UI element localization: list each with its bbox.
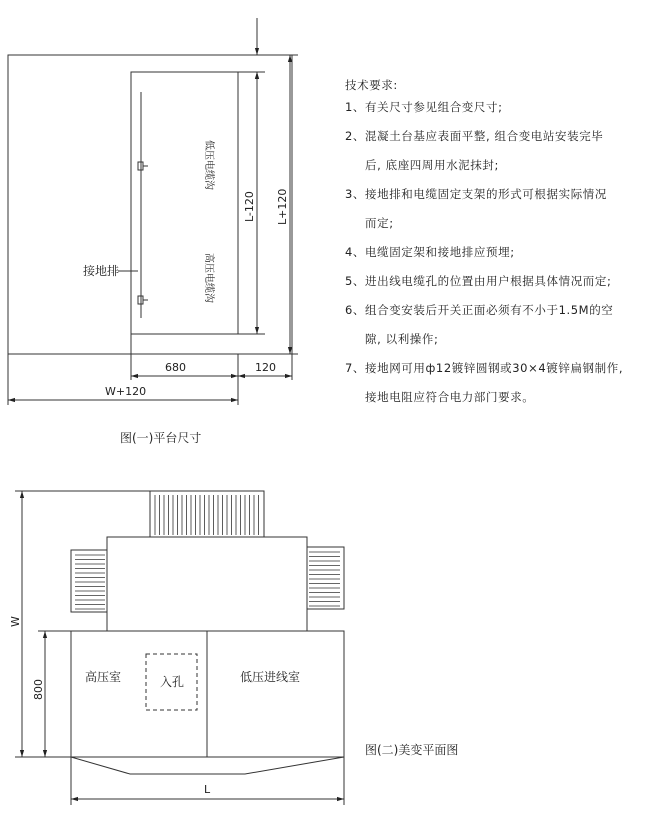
dim-800-text: 800 (32, 679, 45, 700)
note-item (345, 274, 645, 303)
dim-l-plus-120-text: L+120 (276, 188, 289, 225)
note-item (345, 129, 645, 158)
note-item-continuation: 后, 底座四周用水泥抹封; (365, 158, 499, 172)
low-cable-trench-label: 低压电缆沟 (203, 140, 214, 190)
figure2-caption: 图(二)美变平面图 (365, 743, 459, 757)
note-item (345, 245, 645, 274)
dim-w (15, 491, 344, 805)
lv-room-label: 低压进线室 (240, 670, 301, 684)
note-item (345, 100, 645, 129)
note-text: 接地排和电缆固定支架的形式可根据实际情况 (365, 187, 607, 201)
note-item-continuation: 隙, 以利操作; (365, 332, 439, 346)
cable-trench-frame (131, 72, 238, 334)
dim-w-plus-120-text: W+120 (105, 385, 147, 398)
note-number: 5、 (345, 274, 366, 288)
note-number: 3、 (345, 187, 366, 201)
dim-l-minus-120-text: L-120 (243, 191, 256, 222)
note-item (345, 303, 645, 332)
note-item (345, 187, 645, 216)
manhole-label: 入孔 (160, 675, 185, 689)
substation-plan (71, 491, 344, 774)
note-item-continuation: 而定; (365, 216, 394, 230)
note-number: 4、 (345, 245, 366, 259)
dim-l-plus-120 (290, 55, 298, 354)
note-number: 7、 (345, 361, 366, 375)
high-cable-trench-label: 高压电缆沟 (203, 253, 214, 303)
note-item (345, 361, 645, 390)
notes-list (345, 100, 645, 419)
dim-w-text: W (9, 616, 22, 627)
note-text: 电缆固定架和接地排应预埋; (365, 245, 515, 259)
technical-requirements (345, 78, 645, 419)
dim-680-120 (8, 334, 292, 405)
note-text: 混凝土台基应表面平整, 组合变电站安装完毕 (365, 129, 604, 143)
hv-room-label: 高压室 (85, 670, 122, 684)
note-number: 6、 (345, 303, 366, 317)
note-text: 有关尺寸参见组合变尺寸; (365, 100, 503, 114)
note-text: 组合变安装后开关正面必须有不小于1.5M的空 (365, 303, 614, 317)
note-text: 接地网可用ф12镀锌圆钢或30×4镀锌扁钢制作, (365, 361, 624, 375)
note-number: 2、 (345, 129, 366, 143)
base-skirt (71, 757, 344, 774)
top-radiator (150, 491, 264, 537)
dim-l-text: L (204, 783, 211, 796)
dim-120-text: 120 (255, 361, 276, 374)
transformer-body (107, 537, 307, 631)
dim-680-text: 680 (165, 361, 186, 374)
figure1-caption: 图(一)平台尺寸 (120, 431, 202, 445)
note-number: 1、 (345, 100, 366, 114)
note-text: 进出线电缆孔的位置由用户根据具体情况而定; (365, 274, 612, 288)
note-item-continuation: 接地电阻应符合电力部门要求。 (365, 390, 535, 404)
ground-bar-label: 接地排 (83, 264, 120, 278)
notes-title: 技术要求: (345, 78, 398, 92)
